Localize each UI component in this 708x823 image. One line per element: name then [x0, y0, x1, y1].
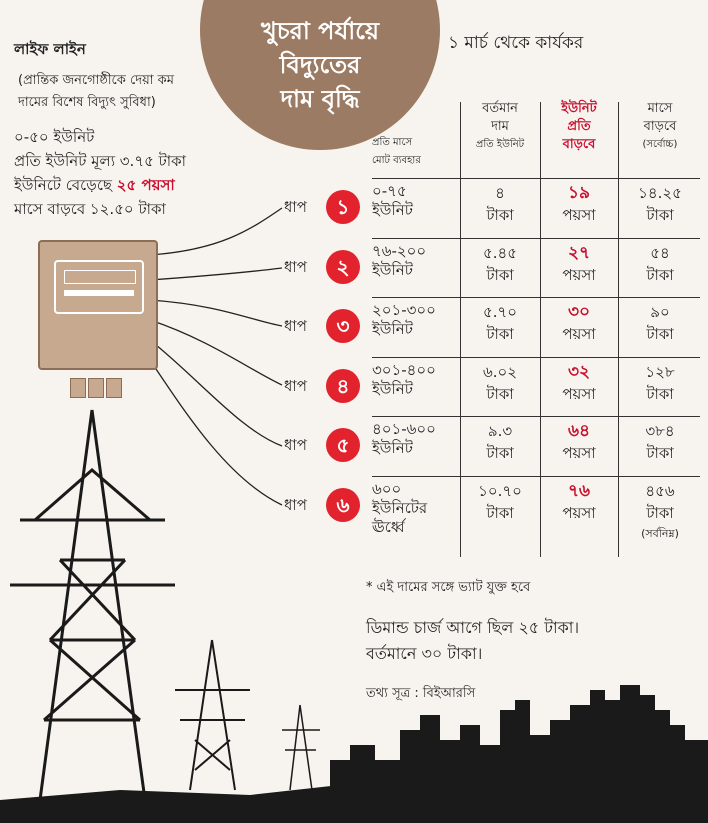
row-increase-unit: পয়সা	[562, 444, 596, 462]
step-number-badge: ৫	[326, 428, 360, 462]
header-unit-2: প্রতি	[567, 119, 591, 134]
row-usage-b: ইউনিট	[372, 201, 413, 219]
row-increase-value: ৬৪	[567, 421, 591, 441]
header-current-3: প্রতি ইউনিট	[475, 139, 525, 150]
row-usage-a: ৪০১-৬০০	[372, 420, 436, 438]
row-price-value: ৫.৭০	[482, 303, 517, 321]
row-price-value: ৫.৪৫	[483, 244, 517, 262]
row-increase-unit: পয়সা	[562, 266, 596, 284]
table-row-line-6	[372, 476, 700, 477]
lifeline-subtitle-1: (প্রান্তিক জনগোষ্ঠীকে দেয়া কম	[18, 73, 174, 88]
header-current-2: দাম	[491, 119, 509, 134]
header-unit-3: বাড়বে	[562, 137, 596, 152]
step-label: ধাপ	[284, 436, 307, 454]
row-usage-a: ২০১-৩০০	[372, 301, 436, 319]
header-usage-1: প্রতি মাসে	[372, 137, 413, 148]
step-label: ধাপ	[284, 258, 307, 276]
effective-date: ১ মার্চ থেকে কার্যকর	[448, 33, 584, 53]
lifeline-price: প্রতি ইউনিট মূল্য ৩.৭৫ টাকা	[14, 152, 186, 170]
row-usage-a: ৬০০	[372, 480, 402, 498]
meter-screen	[54, 260, 144, 314]
vat-footnote: * এই দামের সঙ্গে ভ্যাট যুক্ত হবে	[366, 580, 531, 595]
lifeline-subtitle-2: দামের বিশেষ বিদ্যুৎ সুবিধা)	[18, 95, 156, 110]
row-price-unit: টাকা	[486, 266, 514, 284]
headline-line-1: খুচরা পর্যায়ে	[260, 17, 380, 45]
step-number-badge: ২	[326, 250, 360, 284]
power-tower-medium	[175, 640, 250, 790]
table-row-line-5	[372, 416, 700, 417]
header-unit-1: ইউনিট	[561, 101, 597, 116]
step-label: ধাপ	[284, 317, 307, 335]
row-increase-value: ২৭	[567, 243, 591, 263]
step-label: ধাপ	[284, 198, 307, 216]
row-price-unit: টাকা	[486, 206, 514, 224]
lifeline-units: ০-৫০ ইউনিট	[14, 128, 95, 146]
row-price-unit: টাকা	[486, 504, 514, 522]
header-unit-increase	[540, 100, 618, 154]
row-monthly-value: ১২৮	[645, 363, 675, 381]
row-increase-unit: পয়সা	[562, 206, 596, 224]
row-usage-b: ইউনিট	[372, 380, 413, 398]
table-row-line-3	[372, 297, 700, 298]
header-monthly-2: বাড়বে	[643, 119, 677, 134]
header-usage	[372, 134, 460, 170]
row-monthly-unit: টাকা	[646, 206, 674, 224]
headline-line-2: বিদ্যুতের	[279, 51, 361, 79]
row-monthly-note: (সর্বনিম্ন)	[641, 527, 679, 540]
lifeline-title: লাইফ লাইন	[14, 40, 86, 58]
row-increase-unit: পয়সা	[562, 504, 596, 522]
row-price-value: ৬.০২	[482, 363, 518, 381]
header-monthly-3: (সর্বোচ্চ)	[642, 139, 678, 150]
row-usage-c: ঊর্ধ্বে	[372, 518, 405, 536]
row-monthly-unit: টাকা	[646, 385, 674, 403]
step-number-badge: ৩	[326, 309, 360, 343]
table-row-line-4	[372, 357, 700, 358]
row-price-unit: টাকা	[486, 385, 514, 403]
step-number-badge: ১	[326, 190, 360, 224]
row-usage-a: ৩০১-৪০০	[372, 361, 436, 379]
header-monthly-increase	[618, 100, 702, 154]
power-tower-large	[10, 410, 175, 800]
row-price-unit: টাকা	[486, 444, 514, 462]
step-label: ধাপ	[284, 496, 307, 514]
header-monthly-1: মাসে	[647, 101, 673, 116]
row-monthly-unit: টাকা	[646, 504, 674, 522]
row-increase-value: ৩০	[567, 302, 591, 322]
row-usage-b: ইউনিটের	[372, 499, 428, 517]
meter-terminal-3	[106, 378, 122, 398]
row-usage-a: ০-৭৫	[372, 182, 407, 200]
table-row-line-1	[372, 178, 700, 179]
lifeline-increase-value: ২৫ পয়সা	[116, 176, 175, 194]
header-current-1: বর্তমান	[482, 101, 518, 116]
row-price-value: ৯.৩	[487, 422, 513, 440]
row-monthly-unit: টাকা	[646, 325, 674, 343]
step-number-badge: ৪	[326, 369, 360, 403]
row-usage-b: ইউনিট	[372, 439, 413, 457]
row-usage-a: ৭৬-২০০	[372, 242, 427, 260]
headline-line-3: দাম বৃদ্ধি	[280, 85, 360, 113]
row-increase-unit: পয়সা	[562, 385, 596, 403]
row-monthly-unit: টাকা	[646, 266, 674, 284]
row-price-unit: টাকা	[486, 325, 514, 343]
power-tower-small	[282, 705, 320, 790]
electric-meter-icon	[38, 240, 158, 370]
demand-charge-old: ডিমান্ড চার্জ আগে ছিল ২৫ টাকা।	[366, 618, 580, 637]
row-increase-value: ৭৬	[567, 481, 591, 501]
step-number-badge: ৬	[326, 488, 360, 522]
row-usage-b: ইউনিট	[372, 261, 413, 279]
meter-digits	[64, 270, 136, 284]
step-label: ধাপ	[284, 377, 307, 395]
row-increase-value: ১৯	[567, 183, 591, 203]
row-price-value: ১০.৭০	[478, 482, 522, 500]
meter-bar	[64, 290, 134, 296]
lifeline-increase-prefix: ইউনিটে বেড়েছে	[14, 176, 112, 194]
row-usage-b: ইউনিট	[372, 320, 413, 338]
row-increase-value: ৩২	[567, 362, 591, 382]
row-monthly-value: ৫৪	[650, 244, 670, 262]
header-current-price	[460, 100, 540, 154]
source-credit: তথ্য সূত্র : বিইআরসি	[366, 686, 476, 701]
demand-charge	[366, 615, 579, 667]
row-increase-unit: পয়সা	[562, 325, 596, 343]
table-row-line-2	[372, 238, 700, 239]
ground	[0, 785, 708, 823]
row-monthly-value: ৪৫৬	[645, 482, 675, 500]
row-monthly-value: ৯০	[650, 303, 670, 321]
lifeline-monthly: মাসে বাড়বে ১২.৫০ টাকা	[14, 200, 166, 218]
meter-terminal-2	[88, 378, 104, 398]
header-usage-2: মোট ব্যবহার	[372, 155, 421, 166]
meter-terminal-1	[70, 378, 86, 398]
row-price-value: ৪	[495, 184, 505, 202]
row-monthly-value: ৩৮৪	[645, 422, 675, 440]
row-monthly-value: ১৪.২৫	[638, 184, 682, 202]
meter-wires	[150, 208, 282, 505]
row-monthly-unit: টাকা	[646, 444, 674, 462]
demand-charge-new: বর্তমানে ৩০ টাকা।	[366, 644, 483, 663]
